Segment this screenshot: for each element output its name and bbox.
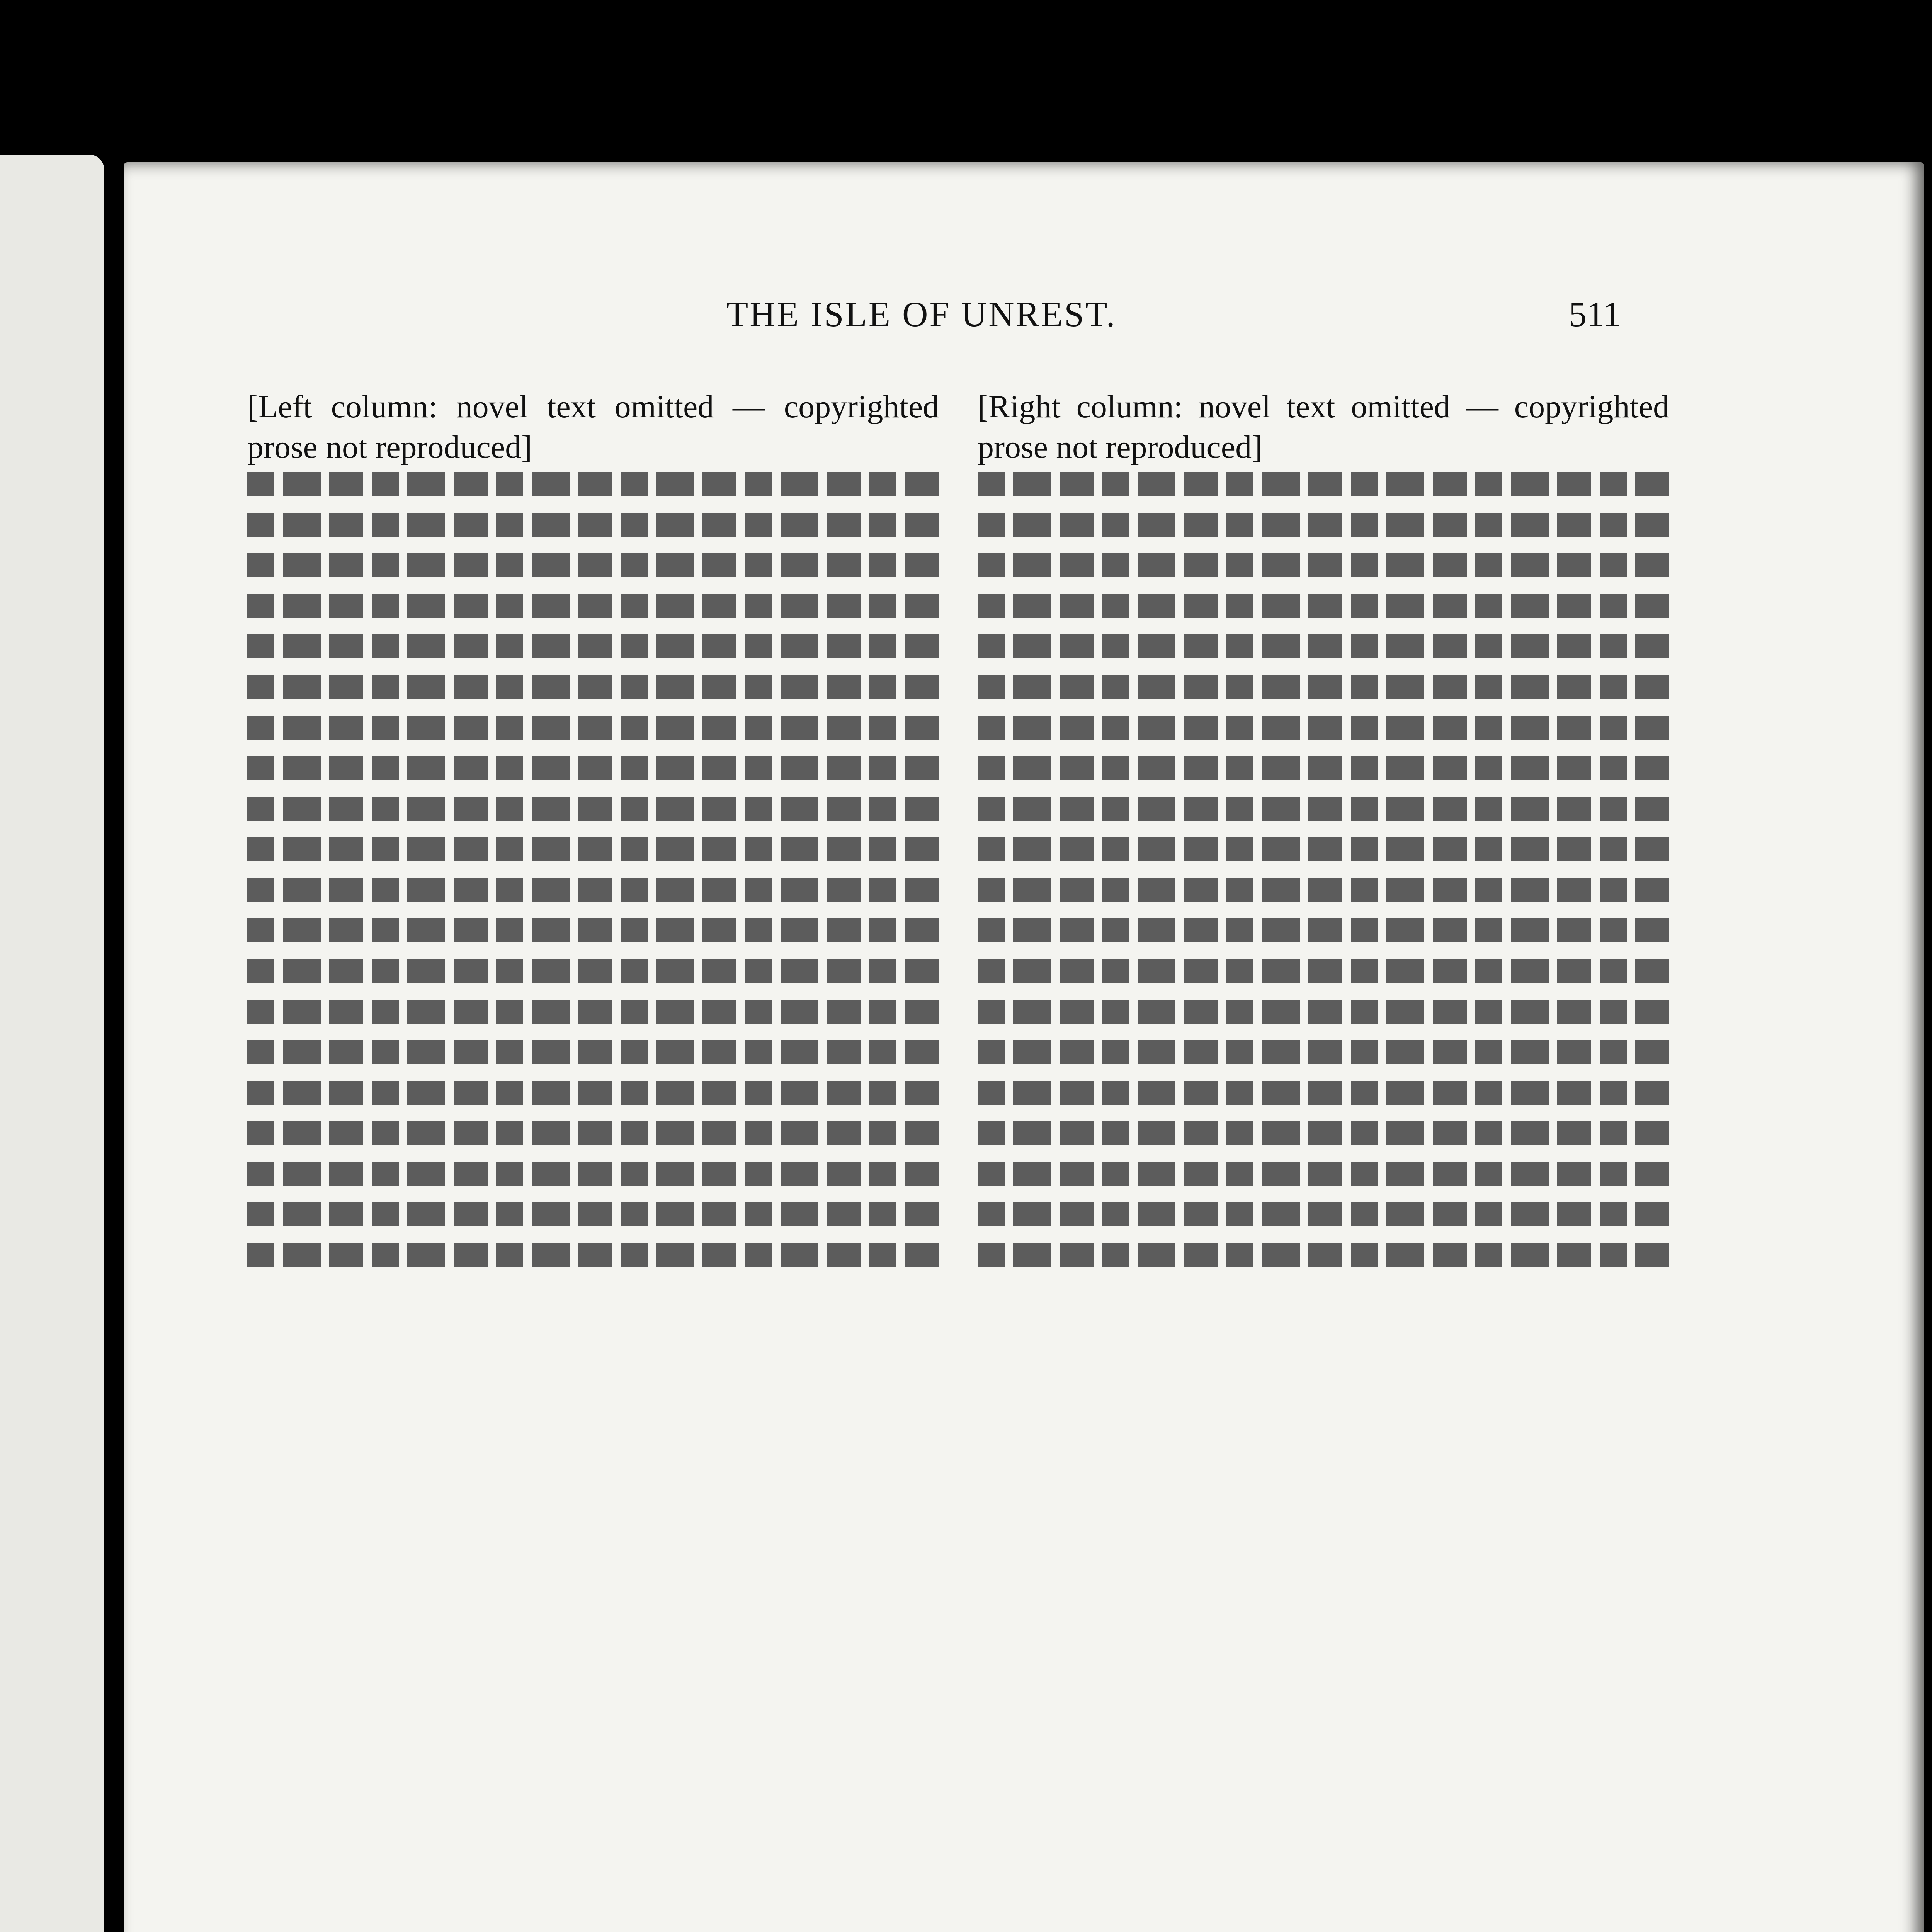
text-line xyxy=(247,959,939,983)
text-line xyxy=(978,1243,1669,1267)
text-column-left xyxy=(247,386,939,1932)
text-line xyxy=(978,1040,1669,1064)
text-line xyxy=(247,675,939,699)
text-line xyxy=(247,634,939,658)
text-line xyxy=(978,959,1669,983)
text-line xyxy=(247,797,939,821)
text-line xyxy=(247,1081,939,1105)
text-line xyxy=(978,1000,1669,1024)
text-line xyxy=(978,837,1669,861)
text-line xyxy=(247,513,939,537)
text-column-right xyxy=(978,386,1669,1932)
column-note: [Left column: novel text omitted — copyrighted prose not reproduced] xyxy=(247,389,939,465)
text-line xyxy=(978,594,1669,618)
text-line xyxy=(247,756,939,780)
text-line xyxy=(978,634,1669,658)
text-line xyxy=(247,594,939,618)
text-line xyxy=(247,716,939,740)
text-line xyxy=(247,878,939,902)
text-line xyxy=(978,553,1669,577)
running-head: THE ISLE OF UNREST. xyxy=(726,294,1117,334)
text-line xyxy=(978,797,1669,821)
text-line xyxy=(978,716,1669,740)
text-line xyxy=(978,1081,1669,1105)
text-line xyxy=(978,878,1669,902)
text-line xyxy=(978,675,1669,699)
text-line xyxy=(978,756,1669,780)
text-line xyxy=(247,1040,939,1064)
text-line xyxy=(978,1162,1669,1186)
text-line xyxy=(978,513,1669,537)
text-line xyxy=(247,1121,939,1145)
left-page-edge xyxy=(0,155,104,1932)
text-line xyxy=(247,1000,939,1024)
text-line xyxy=(978,472,1669,496)
text-line xyxy=(247,553,939,577)
text-line xyxy=(247,1243,939,1267)
text-line xyxy=(978,1121,1669,1145)
text-line xyxy=(247,472,939,496)
page-number: 511 xyxy=(1569,294,1621,334)
text-line xyxy=(247,1202,939,1226)
column-note: [Right column: novel text omitted — copyrighted prose not reproduced] xyxy=(978,389,1669,465)
text-line xyxy=(978,918,1669,942)
text-line xyxy=(247,837,939,861)
text-line xyxy=(247,918,939,942)
text-line xyxy=(978,1202,1669,1226)
text-line xyxy=(247,1162,939,1186)
